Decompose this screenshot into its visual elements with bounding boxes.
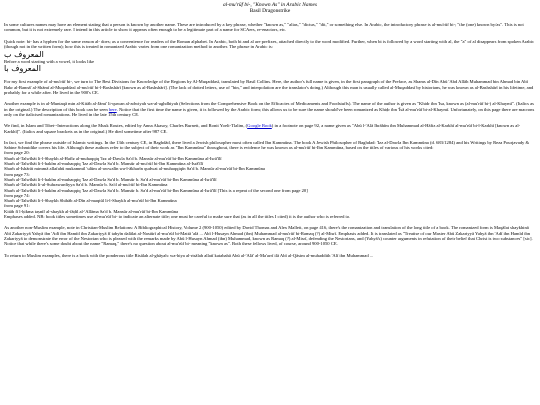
paragraph-text: We find, in Islam and Tibet--Interactions along the Musk Routes, edited by Anna Akasoy, Charles Burnett, and Ronit Yoeli-Tlalim, ( <box>4 123 248 129</box>
paragraph-risalah: To return to Muslim examples, there is a book with the ponderous title Risālah al-ghāyah: wa-hiya al-risālah allatī katabahā Abū al-'Alā' al-Ma'arrī ilā Abī al-Qāsim al-muhaddith 'Alī ibn Muhammad ... <box>4 252 374 258</box>
page-title: al-mu'rūf bi-, "Known As" in Arabic Names <box>223 2 317 8</box>
before-vowel-note: Before a word starting with a vowel, it looks like <box>4 59 95 65</box>
citation-item: from page 20: <box>4 150 30 156</box>
citation-item: Sharh al-Talwīhāt li-al-Suhrawardiyya Sa'd b. Mansūr b. Sa'd al-mu'rūf bi-Ibn Kammūna <box>4 182 168 188</box>
here-link[interactable]: here <box>108 106 117 112</box>
paragraph-text: Another example is in al-Muntaqā min al-Kitāb al-Jāmi' li-quwan al-adwiyah wa-al-aghdhiyah (Selections from the Comprehensive Book on the Efficacies of Medicaments and Foodstuffs). The name of the author is given as "Khidr ibn 'Isa, known as (al-mu'rūf bi-) al-Khaymī". (Italics as in the original.) The description of this book can be seen <box>4 101 534 112</box>
paragraph-ibn-kammuna: In fact, we find the phrase outside of Islamic writings. In the 13th century CE, in Baghdād, there lived a Jewish philosopher most often called Ibn Kammūna. The book A Jewish Philosopher of Baghdad: 'Izz al-Dawla Ibn Kammūna (d. 683/1284) and his Writings by Reza Pourjavady & Sabine Schmidtke covers his life. Although these authors refer to the subject of their work as "Ibn Kammūna" throughout, there is evidence he was known as al-mu'rūf bi-Ibn Kammūna, based on the titles of various of his works cited: <box>4 139 530 151</box>
paragraph-text: . Notice that the first time the name is given, it is followed by the Arabic form; this allows us to be sure the name should've been romanized as Khiḍr ibn 'Īsā al-mu'rūf bi-al-Khaymī. Unfortunately, on this page there are macrons only on the italicised romanizations. He lived in the late 15th century CE. <box>4 106 535 117</box>
paragraph-muqaddasi: For my first example of al-mu'rūf bi-, we turn to The Best Divisions for Knowledge of the Regions by Al-Muqaddasī, translated by Basil Collins. Here, the author's full name is given, in the first paragraph of the Preface, as Shams al-Dīn Abū 'Abd Allāh Muhammad bin Ahmad bin Abī Bakr al-Bannā' al-Shāmī al-Muqaddasī al-mu'rūf bi-l-Bashshārī [known as al-Bashshārī]. (The lack of dotted letters, use of "bin," and interpolation are the translator's doing.) Although this man is usually called al-Muqaddasī by historians, he was known as al-Bashshārī in his lifetime, and probably for a while after. He lived in the 900's CE. <box>4 79 534 96</box>
paragraph-intro-2: Quick note: bi- has a hyphen for the same reason al- does; as a convenience for readers of the Roman alphabet. In Arabic, both bi and al are prefixes, attached directly to the word modified. Further, when bi is followed by a word starting with al, the "a" of al disappears from spoken Arabic (though not in the written form); how this is treated in romanized Arabic varies from one romanization method to another. The phrase in Arabic is: <box>4 38 535 49</box>
citation-item: Sharh al-Ishārāt mimmā allafahū mukammil 'ulūm al-awwalīn wa-l-ākharīn qudwat al-muhaqqiqīn Sa'd b. Mansūr al-mu'rūf bi-Ibn Kammūna <box>4 166 265 172</box>
citation-item: Kitāb fī l-ḥikma taṣnīf al-shaykh al-fāḍil al-'Allāma Sa'd b. Mansūr al-mu'rūf bi-Ibn Kammūna <box>4 208 179 214</box>
citation-item: from page 73: <box>4 171 30 177</box>
citation-item: from page 91: <box>4 203 30 209</box>
emphasis-note: Emphases added. NB: book titles sometimes use al-mu'rūf bi- to indicate an alternate title; one must be careful to make sure that (as in all the titles I cited) it is the author who is referred to. <box>4 214 351 220</box>
arabic-phrase: المعروف ب <box>4 50 44 60</box>
citation-item: Sharh al-Talwīhāt li-l-hakīm al-muhaqqiq 'Izz al-Dawla Sa'd b. Mansūr al-mu'rūf bi-Ibn Kammūna al-Isrā'īlī <box>4 161 204 167</box>
citation-list <box>4 150 536 214</box>
citation-item: Sharh al-Talwīhāt li-l-Shaykh al-Hafīz al-muhaqqiq 'Izz al-Dawla Sa'd b. Mansūr al-mu'rūf bi-Ibn Kammūna al-Isrā'īlī <box>4 155 222 161</box>
arabic-phrase-vowel: المعروف با <box>4 64 41 74</box>
citation-item: Sharh al-Talwīhāt li-l-hakīm al-muhaqqiq 'Izz al-Dawla Sa'd b. Mansūr b. Sa'd al-mu'rūf bi-Ibn Kammūna al-Isrā'īlī <box>4 176 217 182</box>
citation-item: from page 74: <box>4 192 30 198</box>
paragraph-intro-1: In some cultures names may have an element stating that a person is known by another name. These are introduced by a key phrase, whether "known as," "alias," "dictus," "dit," or something else. In Arabic, the introductory phrase is al-mu'rūf bi-; "the (one) known by/as". This is not common, but it is not extremely rare. I intend in this article to show it appears often enough to be a legitimate part of a name for SCAers, re-enactors, etc. <box>4 22 524 33</box>
citation-item: Sharh al-Talwīhāt li-l-hakīm al-muhaqqiq 'Izz al-Dawla Sa'd b. Mansūr b. Sa'd al-mu'rūf bi-Ibn Kammūna al-Isrā'īlī [This is a repeat of the second one from page 20] <box>4 187 308 193</box>
paragraph-karkhi <box>4 123 536 134</box>
paragraph-text: ) in a footnote on page 92, a name given as "Abū l-'Alā Ibrāhīm ibn Muhammad al-Hāfiz al-Karkhī al-mu'rūf bi-l-Karkhī [known as al-Karkhī]". (Italics and square brackets as in the original.) He died sometime after 987 CE. <box>4 123 521 134</box>
google-book-link[interactable]: Google Book <box>247 123 272 129</box>
paragraph-khaymi <box>4 101 536 117</box>
paragraph-ramaq: As another non-Muslim example, note in Christian-Muslim Relations: A Bibliographical History, Volume 2 (900-1050) edited by David Thomas and Alex Mallett, on page 416, there's the romanization and translation of the long title of a book. The romanized form is Maqālat shaykhinā Abī Zakariyyā Yahyā ibn 'Adī ibn Hamīd ibn Zakariyyā fī tabyīn dalālat al-Nastūrī al-mu'rūf bi-Mattā 'alā ... Abī l-Husayn Ahmad (ibn) Muhammad al-mu'rūf bi-Ramaq (?) al-Misrī. Emphasis added. It is translated as "Treatise of our Master Abū Zakariyyā Yahyā ibn 'Adī ibn Hamīd ibn Zakariyyā to demonstrate the error of the Nestorian who is pleased with the remarks made by Abū l-Husayn Ahmad (ibn) Muhammad, known as Ramaq (?) al-Misrī, defending the Nestorians, and (Yahyā's) counter arguments in refutation of their belief that Christ is two substances" [sic]. Notice that while there's some doubt about the name "Ramaq," there's no question about al-mu'rūf bi- meaning "known as". Both these fellows lived, of course, around 900-1050 CE. <box>4 225 533 247</box>
author-name: Basil Dragonstrike <box>249 8 291 14</box>
citation-item: Sharh al-Talwīhāt li-l-Shaykh Shihāb al-Dīn al-maqtūl li-l-Shaykh al-mu'rūf bi-Ibn Kammūna <box>4 198 177 204</box>
